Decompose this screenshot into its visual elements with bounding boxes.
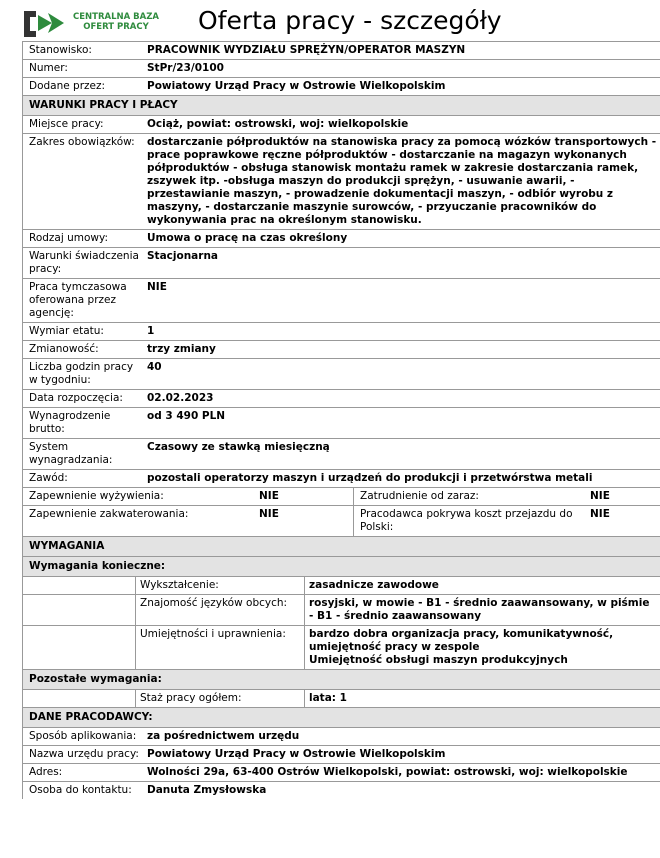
page-header bbox=[0, 0, 660, 42]
cbop-logo[interactable] bbox=[22, 9, 172, 41]
row-nazwa-urzedu bbox=[23, 745, 660, 763]
row-label: Rodzaj umowy: bbox=[29, 232, 108, 244]
row-value: lata: 1 bbox=[304, 690, 660, 707]
row-value: 02.02.2023 bbox=[147, 392, 214, 404]
row-label: Zapewnienie wyżywienia: bbox=[29, 490, 164, 502]
row-label: Zapewnienie zakwaterowania: bbox=[29, 508, 189, 520]
logo-arrows-icon bbox=[22, 9, 66, 39]
req-row-staz bbox=[23, 689, 660, 707]
row-label: Sposób aplikowania: bbox=[29, 730, 137, 742]
row-value: od 3 490 PLN bbox=[147, 410, 226, 422]
row-label: Stanowisko: bbox=[29, 44, 92, 56]
subsection-header-pozostale: Pozostałe wymagania: bbox=[23, 669, 660, 689]
row-zawod bbox=[23, 469, 660, 487]
indent-spacer bbox=[23, 577, 135, 594]
row-zakres-obowiazkow bbox=[23, 133, 660, 229]
row-liczba-godzin bbox=[23, 358, 660, 389]
indent-spacer bbox=[23, 690, 135, 707]
row-dodane-przez bbox=[23, 77, 660, 95]
row-label: Liczba godzin pracy w tygodniu: bbox=[29, 361, 134, 386]
row-value: Umowa o pracę na czas określony bbox=[147, 232, 348, 244]
row-zakwaterowanie-przejazd bbox=[23, 505, 660, 536]
row-label: Pracodawca pokrywa koszt przejazdu do Polski: bbox=[353, 506, 586, 536]
row-value: NIE bbox=[590, 508, 610, 520]
logo-line1: CENTRALNA BAZA bbox=[73, 12, 159, 22]
row-label: Praca tymczasowa oferowana przez agencję: bbox=[29, 281, 127, 319]
offer-document bbox=[22, 41, 660, 799]
row-sposob-aplikowania bbox=[23, 727, 660, 745]
row-value: bardzo dobra organizacja pracy, komunikatywność, umiejętność pracy w zespole Umiejętność obsługi maszyn produkcyjnych bbox=[304, 626, 660, 669]
req-row-wyksztalcenie bbox=[23, 576, 660, 594]
row-value: NIE bbox=[147, 281, 167, 293]
row-label: Adres: bbox=[29, 766, 63, 778]
row-warunki-swiadczenia bbox=[23, 247, 660, 278]
row-label: Data rozpoczęcia: bbox=[29, 392, 123, 404]
row-value: dostarczanie półproduktów na stanowiska pracy za pomocą wózków transportowych - prace poprawkowe ręczne półproduktów - dostarczanie na magazyn wykonanych półproduktów - obsługa stanowisk montażu ramek w zakresie dostarczania ramek, zszywek itp. -obsługa maszyn do produkcji sprężyn, - usuwanie awarii, - przestawianie maszyn, - prowadzenie dokumentacji maszyn, - odbiór wyrobu z maszyny, - dostarczanie maszynie surowców, - przyuczanie pracowników do wykonywania prac na określonym stanowisku. bbox=[147, 136, 657, 226]
row-wynagrodzenie bbox=[23, 407, 660, 438]
section-header-warunki: WARUNKI PRACY I PŁACY bbox=[23, 95, 660, 115]
row-label: Zmianowość: bbox=[29, 343, 99, 355]
row-label: Miejsce pracy: bbox=[29, 118, 104, 130]
indent-spacer bbox=[23, 595, 135, 625]
row-value: Wolności 29a, 63-400 Ostrów Wielkopolski, powiat: ostrowski, woj: wielkopolskie bbox=[147, 766, 628, 778]
row-label: Zatrudnienie od zaraz: bbox=[353, 488, 586, 505]
req-row-umiejetnosci bbox=[23, 625, 660, 669]
row-value: rosyjski, w mowie - B1 - średnio zaawansowany, w piśmie - B1 - średnio zaawansowany bbox=[304, 595, 660, 625]
row-label: Umiejętności i uprawnienia: bbox=[135, 626, 304, 669]
row-value: trzy zmiany bbox=[147, 343, 216, 355]
row-value: 40 bbox=[147, 361, 162, 373]
row-value: NIE bbox=[259, 508, 279, 520]
indent-spacer bbox=[23, 626, 135, 669]
row-numer bbox=[23, 59, 660, 77]
row-miejsce-pracy bbox=[23, 115, 660, 133]
section-header-wymagania: WYMAGANIA bbox=[23, 536, 660, 556]
section-header-pracodawca: DANE PRACODAWCY: bbox=[23, 707, 660, 727]
row-rodzaj-umowy bbox=[23, 229, 660, 247]
row-label: Dodane przez: bbox=[29, 80, 106, 92]
row-value: 1 bbox=[147, 325, 155, 337]
row-label: Zawód: bbox=[29, 472, 68, 484]
row-label: Staż pracy ogółem: bbox=[135, 690, 304, 707]
row-stanowisko bbox=[23, 41, 660, 59]
row-data-rozpoczecia bbox=[23, 389, 660, 407]
logo-text bbox=[66, 12, 166, 32]
row-label: Nazwa urzędu pracy: bbox=[29, 748, 139, 760]
row-label: Osoba do kontaktu: bbox=[29, 784, 132, 796]
logo-line2: OFERT PRACY bbox=[83, 22, 149, 32]
row-adres bbox=[23, 763, 660, 781]
row-value: NIE bbox=[259, 490, 279, 502]
row-label: Wymiar etatu: bbox=[29, 325, 104, 337]
row-value: Czasowy ze stawką miesięczną bbox=[147, 441, 330, 453]
req-row-jezyki bbox=[23, 594, 660, 625]
row-label: Zakres obowiązków: bbox=[29, 136, 135, 148]
row-value: Ociąż, powiat: ostrowski, woj: wielkopolskie bbox=[147, 118, 409, 130]
row-wyzywienie-zatrudnienie bbox=[23, 487, 660, 505]
row-zmianowosc bbox=[23, 340, 660, 358]
row-system-wynagradzania bbox=[23, 438, 660, 469]
row-value: PRACOWNIK WYDZIAŁU SPRĘŻYN/OPERATOR MASZYN bbox=[147, 44, 466, 56]
row-value: zasadnicze zawodowe bbox=[304, 577, 660, 594]
row-osoba-kontaktowa bbox=[23, 781, 660, 799]
row-label: Znajomość języków obcych: bbox=[135, 595, 304, 625]
row-value: za pośrednictwem urzędu bbox=[147, 730, 300, 742]
row-label: System wynagradzania: bbox=[29, 441, 113, 466]
row-label: Wykształcenie: bbox=[135, 577, 304, 594]
row-wymiar-etatu bbox=[23, 322, 660, 340]
row-value: StPr/23/0100 bbox=[147, 62, 224, 74]
row-value: Danuta Zmysłowska bbox=[147, 784, 267, 796]
row-value: Powiatowy Urząd Pracy w Ostrowie Wielkopolskim bbox=[147, 80, 446, 92]
row-praca-tymczasowa bbox=[23, 278, 660, 322]
row-value: pozostali operatorzy maszyn i urządzeń do produkcji i przetwórstwa metali bbox=[147, 472, 593, 484]
row-value: Powiatowy Urząd Pracy w Ostrowie Wielkopolskim bbox=[147, 748, 446, 760]
row-label: Wynagrodzenie brutto: bbox=[29, 410, 111, 435]
row-value: NIE bbox=[590, 490, 610, 502]
row-label: Warunki świadczenia pracy: bbox=[29, 250, 139, 275]
row-label: Numer: bbox=[29, 62, 68, 74]
page-title: Oferta pracy - szczegóły bbox=[198, 6, 502, 35]
row-value: Stacjonarna bbox=[147, 250, 219, 262]
subsection-header-konieczne: Wymagania konieczne: bbox=[23, 556, 660, 576]
